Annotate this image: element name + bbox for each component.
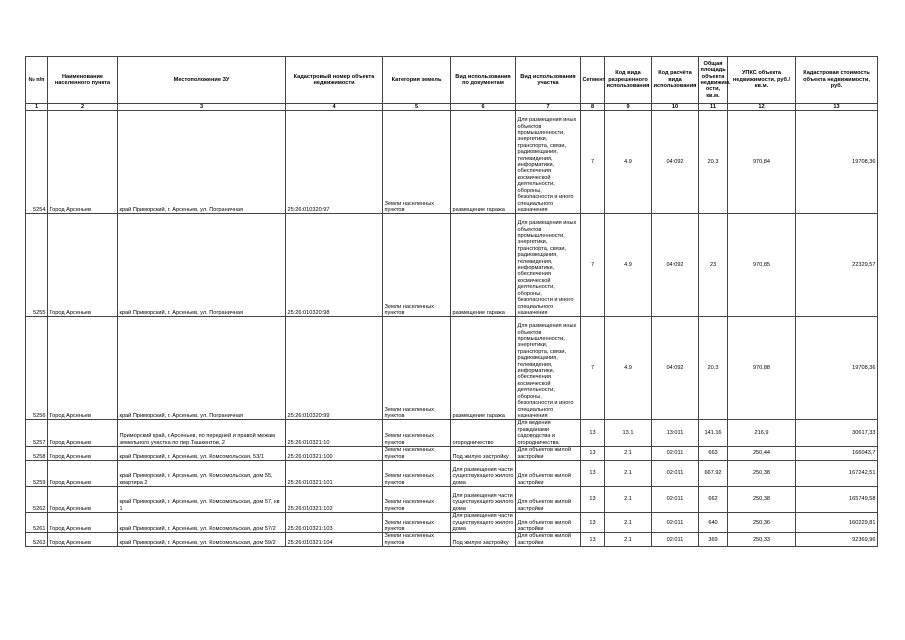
cell-doc: огородничество <box>451 420 516 447</box>
cell-calc: 02:011 <box>652 461 699 487</box>
column-number: 10 <box>652 104 699 111</box>
cell-cost: 165749,58 <box>796 487 878 513</box>
cell-code: 2.1 <box>605 447 652 461</box>
cell-loc: Приморский край, г.Арсеньев, по передней и правой межам земельного участка по пер.Ташкентов, 2 <box>118 420 286 447</box>
cell-area: 663 <box>699 447 728 461</box>
cell-use: Для объектов жилой застройки <box>516 533 581 547</box>
cell-cat: Земли населенных пунктов <box>383 533 451 547</box>
column-number: 1 <box>26 104 48 111</box>
cadastral-value-table <box>25 56 878 547</box>
cell-doc: Под жилую застройку <box>451 447 516 461</box>
cell-loc: край Приморский, г. Арсеньев, ул. Пограничная <box>118 214 286 317</box>
cell-calc: 04:092 <box>652 317 699 420</box>
header-row <box>26 57 878 104</box>
table-row <box>26 447 878 461</box>
column-number: 7 <box>516 104 581 111</box>
cell-seg: 13 <box>581 420 605 447</box>
cell-area: 23 <box>699 214 728 317</box>
table-body <box>26 111 878 547</box>
header-cell: Код вида разрешенного использования <box>605 57 652 104</box>
cell-seg: 13 <box>581 487 605 513</box>
cell-doc: Для размещения части существующего жилого дома <box>451 487 516 513</box>
column-number: 9 <box>605 104 652 111</box>
cell-area: 662 <box>699 487 728 513</box>
header-cell: Сегмент <box>581 57 605 104</box>
cell-cost: 19708,36 <box>796 317 878 420</box>
cell-cost: 19708,36 <box>796 111 878 214</box>
cell-loc: край Приморский, г. Арсеньев, ул. Комсомольская, дом 59/2 <box>118 533 286 547</box>
cell-cad: 25:26:010321:103 <box>286 513 383 533</box>
cell-upks: 970,85 <box>728 214 796 317</box>
cell-doc: Под жилую застройку <box>451 533 516 547</box>
cell-cad: 25:26:010321:100 <box>286 447 383 461</box>
cell-seg: 13 <box>581 447 605 461</box>
cell-no: 5261 <box>26 513 48 533</box>
cell-area: 667.92 <box>699 461 728 487</box>
cell-cad: 25:26:010321:104 <box>286 533 383 547</box>
cell-no: 5259 <box>26 461 48 487</box>
cell-cat: Земли населенных пунктов <box>383 111 451 214</box>
cell-calc: 04:092 <box>652 111 699 214</box>
cell-code: 4.9 <box>605 317 652 420</box>
cell-area: 369 <box>699 533 728 547</box>
column-number: 5 <box>383 104 451 111</box>
cell-upks: 250,36 <box>728 513 796 533</box>
header-cell: Кадастровая стоимость объекта недвижимости, руб. <box>796 57 878 104</box>
cell-doc: Для размещения части существующего жилого дома <box>451 461 516 487</box>
header-cell: Наименование населенного пункта <box>48 57 118 104</box>
cell-use: Для размещения иных объектов промышленности, энергетики, транспорта, связи, радиовещания, телевидения, информатики, обеспечения космической деятельности, обороны, безопасности и иного специального назначения <box>516 214 581 317</box>
cell-cad: 25:26:010321:101 <box>286 461 383 487</box>
cell-cad: 25:26:010321:10 <box>286 420 383 447</box>
cell-town: Город Арсеньев <box>48 111 118 214</box>
column-number: 2 <box>48 104 118 111</box>
cell-code: 4.9 <box>605 111 652 214</box>
cell-use: Для размещения иных объектов промышленности, энергетики, транспорта, связи, радиовещания, телевидения, информатики, обеспечения космической деятельности, обороны, безопасности и иного специального назначения <box>516 111 581 214</box>
cell-code: 2.1 <box>605 487 652 513</box>
cell-upks: 250,38 <box>728 461 796 487</box>
cell-loc: край Приморский, г. Арсеньев, ул. Комсомольская, 53/1 <box>118 447 286 461</box>
column-number: 4 <box>286 104 383 111</box>
cell-use: Для размещения иных объектов промышленности, энергетики, транспорта, связи, радиовещания, телевидения, информатики, обеспечения космической деятельности, обороны, безопасности и иного специального назначения <box>516 317 581 420</box>
cell-loc: край Приморский, г. Арсеньев, ул. Комсомольская, дом 57, кв 1 <box>118 487 286 513</box>
cell-cad: 25:26:010320:97 <box>286 111 383 214</box>
cell-calc: 04:092 <box>652 214 699 317</box>
column-number: 11 <box>699 104 728 111</box>
cell-calc: 13:011 <box>652 420 699 447</box>
cell-cost: 160229,81 <box>796 513 878 533</box>
table-row <box>26 461 878 487</box>
column-number-row <box>26 104 878 111</box>
header-cell: УПКС объекта недвижимости, руб./кв.м. <box>728 57 796 104</box>
column-number: 6 <box>451 104 516 111</box>
cell-town: Город Арсеньев <box>48 214 118 317</box>
cell-seg: 13 <box>581 461 605 487</box>
cell-code: 2.1 <box>605 461 652 487</box>
cell-cat: Земли населенных пунктов <box>383 513 451 533</box>
cell-no: 5262 <box>26 487 48 513</box>
table-row <box>26 513 878 533</box>
cell-no: 5256 <box>26 317 48 420</box>
cell-town: Город Арсеньев <box>48 533 118 547</box>
cell-town: Город Арсеньев <box>48 317 118 420</box>
cell-no: 5258 <box>26 447 48 461</box>
cell-use: Для объектов жилой застройки <box>516 461 581 487</box>
cell-use: Для объектов жилой застройки <box>516 487 581 513</box>
header-cell: Общая площадь объекта недвижим. ости, кв.м. <box>699 57 728 104</box>
table-row <box>26 214 878 317</box>
cell-town: Город Арсеньев <box>48 487 118 513</box>
cell-calc: 02:011 <box>652 487 699 513</box>
cell-town: Город Арсеньев <box>48 513 118 533</box>
cell-use: Для ведения гражданами садоводства и огородничества <box>516 420 581 447</box>
cell-loc: край Приморский, г. Арсеньев, ул. Комсомольская, дом 55, квартира 2 <box>118 461 286 487</box>
cell-doc: размещение гаража <box>451 111 516 214</box>
header-cell: Вид использования участка <box>516 57 581 104</box>
cell-area: 141.16 <box>699 420 728 447</box>
column-number: 3 <box>118 104 286 111</box>
cell-cad: 25:26:010320:98 <box>286 214 383 317</box>
cell-cost: 167242,51 <box>796 461 878 487</box>
table-row <box>26 487 878 513</box>
cell-cat: Земли населенных пунктов <box>383 461 451 487</box>
table-row <box>26 317 878 420</box>
cell-upks: 250,33 <box>728 533 796 547</box>
cell-town: Город Арсеньев <box>48 461 118 487</box>
cell-town: Город Арсеньев <box>48 447 118 461</box>
header-cell: Код расчёта вида использования <box>652 57 699 104</box>
cell-code: 2.1 <box>605 513 652 533</box>
cell-cad: 25:26:010321:102 <box>286 487 383 513</box>
cell-calc: 02:011 <box>652 447 699 461</box>
header-cell: Вид использования по документам <box>451 57 516 104</box>
header-cell: Местоположение ЗУ <box>118 57 286 104</box>
cell-cat: Земли населенных пунктов <box>383 420 451 447</box>
cell-doc: Для размещения части существующего жилого дома <box>452 513 514 532</box>
cell-area: 20.3 <box>699 111 728 214</box>
cell-use: Для объектов жилой застройки <box>516 513 581 533</box>
cell-use: Для объектов жилой застройки <box>516 447 581 461</box>
cell-no: 5255 <box>26 214 48 317</box>
cell-code: 4.9 <box>605 214 652 317</box>
cell-calc: 02:011 <box>652 533 699 547</box>
cell-no: 5257 <box>26 420 48 447</box>
cell-no: 5254 <box>26 111 48 214</box>
cell-loc: край Приморский, г. Арсеньев, ул. Пограничная <box>118 111 286 214</box>
cell-upks: 970,84 <box>728 111 796 214</box>
cell-seg: 7 <box>581 317 605 420</box>
cell-seg: 7 <box>581 111 605 214</box>
cell-doc: размещение гаража <box>451 214 516 317</box>
cell-upks: 216,9 <box>728 420 796 447</box>
cell-upks: 250,38 <box>728 487 796 513</box>
cell-seg: 13 <box>581 513 605 533</box>
cell-town: Город Арсеньев <box>48 420 118 447</box>
table-row <box>26 111 878 214</box>
cell-cat: Земли населенных пунктов <box>383 317 451 420</box>
cell-cost: 22329,57 <box>796 214 878 317</box>
cell-cost: 166043,7 <box>796 447 878 461</box>
cell-cat: Земли населенных пунктов <box>383 214 451 317</box>
cell-cad: 25:26:010320:99 <box>286 317 383 420</box>
cell-seg: 7 <box>581 214 605 317</box>
cell-area: 640 <box>699 513 728 533</box>
header-cell: № п/п <box>26 57 48 104</box>
cell-calc: 02:011 <box>652 513 699 533</box>
cell-seg: 13 <box>581 533 605 547</box>
cell-area: 20.3 <box>699 317 728 420</box>
cell-code: 2.1 <box>605 533 652 547</box>
cell-cost: 92369,96 <box>796 533 878 547</box>
cell-cat: Земли населенных пунктов <box>383 487 451 513</box>
cell-upks: 250,44 <box>728 447 796 461</box>
header-cell: Категория земель <box>383 57 451 104</box>
table-row <box>26 420 878 447</box>
cell-doc: размещение гаража <box>451 317 516 420</box>
header-cell: Кадастровый номер объекта недвижимости <box>286 57 383 104</box>
cell-no: 5263 <box>26 533 48 547</box>
column-number: 12 <box>728 104 796 111</box>
table-row <box>26 533 878 547</box>
column-number: 8 <box>581 104 605 111</box>
cell-code: 13.1 <box>605 420 652 447</box>
cell-upks: 970,88 <box>728 317 796 420</box>
cell-loc: край Приморский, г. Арсеньев, ул. Пограничная <box>118 317 286 420</box>
column-number: 13 <box>796 104 878 111</box>
cell-cat: Земли населенных пунктов <box>383 447 451 461</box>
cell-loc: край Приморский, г. Арсеньев, ул. Комсомольская, дом 57/2 <box>118 513 286 533</box>
cell-cost: 30617,33 <box>796 420 878 447</box>
